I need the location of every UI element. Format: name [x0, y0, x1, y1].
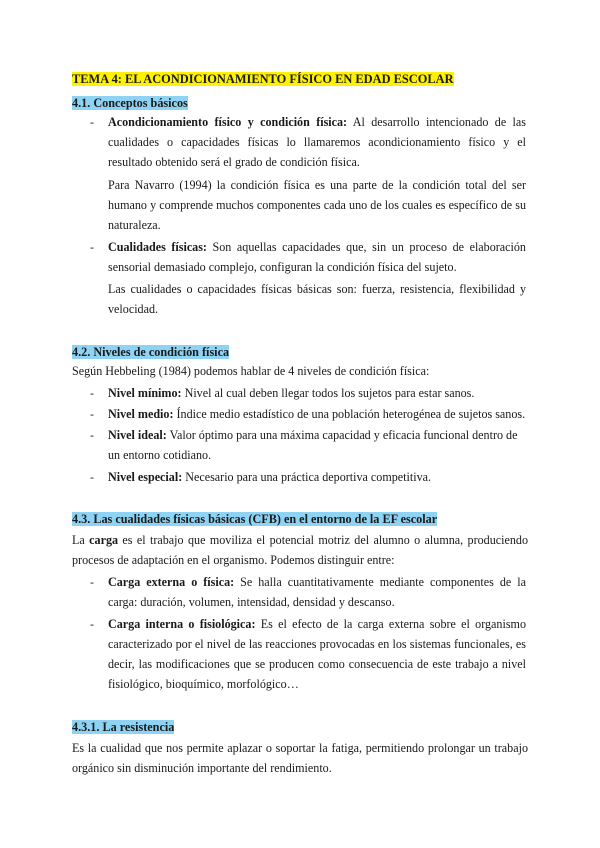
paragraph-line: Las cualidades o capacidades físicas básicas son: fuerza, resistencia, flexibilidad y — [108, 282, 526, 296]
paragraph-line: sensorial demasiado complejo, configuran la condición física del sujeto. — [108, 260, 457, 274]
list-item: Nivel medio: Índice medio estadístico de una población heterogénea de sujetos sanos. — [108, 407, 526, 421]
list-item: Nivel especial: Necesario para una práctica deportiva competitiva. — [108, 470, 432, 484]
paragraph-line: procesos de adaptación en el organismo. Podemos distinguir entre: — [72, 553, 395, 567]
paragraph-line: fisiológico, bioquímico, morfológico… — [108, 677, 299, 691]
paragraph-line: humano y comprende muchos componentes cada uno de los cuales es específico de su — [108, 198, 526, 212]
section-heading-4-1: 4.1. Conceptos básicos — [72, 96, 188, 110]
document-title: TEMA 4: EL ACONDICIONAMIENTO FÍSICO EN EDAD ESCOLAR — [72, 72, 454, 86]
list-item: Carga externa o física: Se halla cuantitativamente mediante componentes de la — [108, 575, 526, 589]
paragraph-line: cualidades o capacidades físicas lo llamaremos acondicionamiento físico y el — [108, 135, 526, 149]
section-heading-4-3: 4.3. Las cualidades físicas básicas (CFB) en el entorno de la EF escolar — [72, 512, 438, 526]
paragraph-line: La carga es el trabajo que moviliza el potencial motriz del alumno o alumna, produciendo — [72, 533, 529, 547]
paragraph-line: un entorno cotidiano. — [108, 448, 212, 462]
bullet-dash: - — [90, 386, 94, 400]
bullet-dash: - — [90, 407, 94, 421]
paragraph-line: naturaleza. — [108, 218, 161, 232]
bullet-dash: - — [90, 470, 94, 484]
section-heading-4-3-1: 4.3.1. La resistencia — [72, 720, 175, 734]
paragraph-line: resultado obtenido será el grado de condición física. — [108, 155, 360, 169]
list-item: Nivel mínimo: Nivel al cual deben llegar todos los sujetos para estar sanos. — [108, 386, 475, 400]
section-heading-4-2: 4.2. Niveles de condición física — [72, 345, 230, 359]
paragraph-line: Según Hebbeling (1984) podemos hablar de 4 niveles de condición física: — [72, 364, 430, 378]
bullet-dash: - — [90, 240, 94, 254]
bullet-dash: - — [90, 575, 94, 589]
list-item: Nivel ideal: Valor óptimo para una máxima capacidad y eficacia funcional dentro de — [108, 428, 518, 442]
paragraph-line: Es la cualidad que nos permite aplazar o soportar la fatiga, permitiendo prolongar un trabajo — [72, 741, 528, 755]
paragraph-line: velocidad. — [108, 302, 159, 316]
paragraph-line: caracterizado por el nivel de las reacciones provocadas en los sistemas funcionales, es — [108, 637, 526, 651]
bullet-dash: - — [90, 428, 94, 442]
bullet-dash: - — [90, 617, 94, 631]
paragraph-line: Cualidades físicas: Son aquellas capacidades que, sin un proceso de elaboración — [108, 240, 526, 254]
paragraph-line: Acondicionamiento físico y condición física: Al desarrollo intencionado de las — [108, 115, 526, 129]
paragraph-line: Para Navarro (1994) la condición física es una parte de la condición total del ser — [108, 178, 526, 192]
bullet-dash: - — [90, 115, 94, 129]
paragraph-line: decir, las modificaciones que se producen como consecuencia de este trabajo a nivel — [108, 657, 526, 671]
paragraph-line: orgánico sin disminución importante del rendimiento. — [72, 761, 332, 775]
paragraph-line: carga: duración, volumen, intensidad, densidad y descanso. — [108, 595, 395, 609]
list-item: Carga interna o fisiológica: Es el efecto de la carga externa sobre el organismo — [108, 617, 526, 631]
